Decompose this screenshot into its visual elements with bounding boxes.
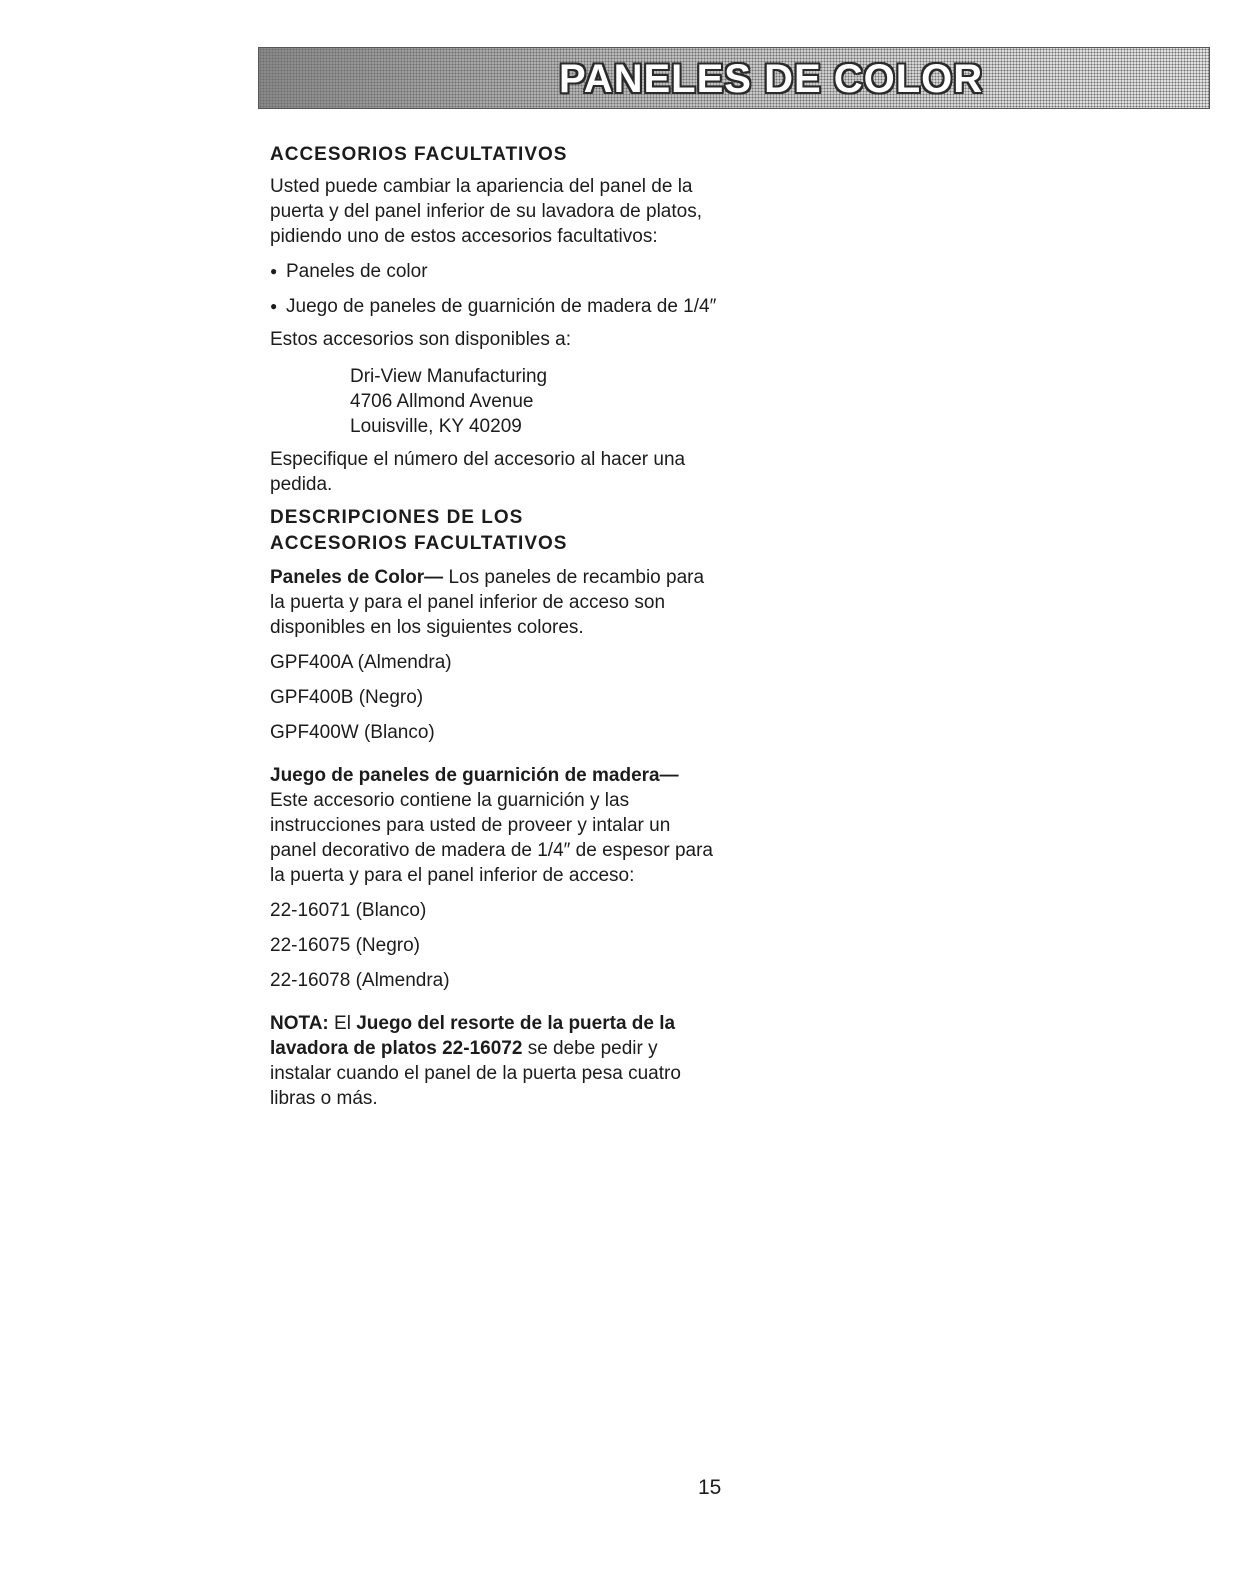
- term-text: Los paneles de recambio para la puerta y para el panel inferior de acceso son disponibles en los siguientes colores.: [270, 567, 705, 638]
- page-number: 15: [698, 1476, 722, 1499]
- term-label: Juego de paneles de guarnición de madera—: [270, 765, 679, 786]
- model-item: 22-16071 (Blanco): [270, 900, 427, 921]
- address-line: Louisville, KY 40209: [350, 416, 522, 437]
- document-body: [270, 142, 720, 1111]
- note-label: NOTA:: [270, 1013, 329, 1034]
- heading-line: ACCESORIOS FACULTATIVOS: [270, 533, 568, 554]
- supplier-address: [270, 364, 720, 439]
- page-title: PANELES DE COLOR: [559, 57, 984, 101]
- model-item: GPF400W (Blanco): [270, 722, 435, 743]
- note-text: se debe pedir y instalar cuando el panel de la puerta pesa cuatro libras o más.: [270, 1038, 681, 1109]
- model-item: GPF400B (Negro): [270, 687, 424, 708]
- model-item: 22-16078 (Almendra): [270, 970, 450, 991]
- header-banner: [258, 47, 1210, 109]
- specify-paragraph: Especifique el número del accesorio al hacer una pedida.: [270, 449, 686, 495]
- list-item: [270, 259, 720, 284]
- intro-paragraph: Usted puede cambiar la apariencia del panel de la puerta y del panel inferior de su lavadora de platos, pidiendo uno de estos accesorios facultativos:: [270, 176, 702, 247]
- wood-kit-paragraph: [270, 763, 720, 888]
- note-product: Juego del resorte de la puerta de la lavadora de platos 22-16072: [270, 1013, 676, 1059]
- list-item-text: Juego de paneles de guarnición de madera de 1/4″: [286, 296, 717, 317]
- list-item-text: Paneles de color: [286, 261, 428, 282]
- term-label: Paneles de Color—: [270, 567, 444, 588]
- availability-text: Estos accesorios son disponibles a:: [270, 329, 571, 350]
- heading-line: DESCRIPCIONES DE LOS: [270, 507, 524, 528]
- section-heading-optional-accessories: ACCESORIOS FACULTATIVOS: [270, 144, 568, 165]
- note-paragraph: [270, 1011, 720, 1111]
- bullet-icon: ●: [270, 299, 278, 313]
- section-heading-descriptions: [270, 505, 720, 557]
- color-panels-paragraph: [270, 565, 720, 640]
- note-text: El: [328, 1013, 357, 1034]
- model-item: GPF400A (Almendra): [270, 652, 452, 673]
- address-line: 4706 Allmond Avenue: [350, 391, 534, 412]
- term-text: Este accesorio contiene la guarnición y las instrucciones para usted de proveer y intalar un panel decorativo de madera de 1/4″ de espesor para la puerta y para el panel inferior de acceso:: [270, 790, 713, 886]
- model-item: 22-16075 (Negro): [270, 935, 420, 956]
- list-item: [270, 294, 720, 319]
- bullet-icon: ●: [270, 264, 278, 278]
- address-line: Dri-View Manufacturing: [350, 366, 548, 387]
